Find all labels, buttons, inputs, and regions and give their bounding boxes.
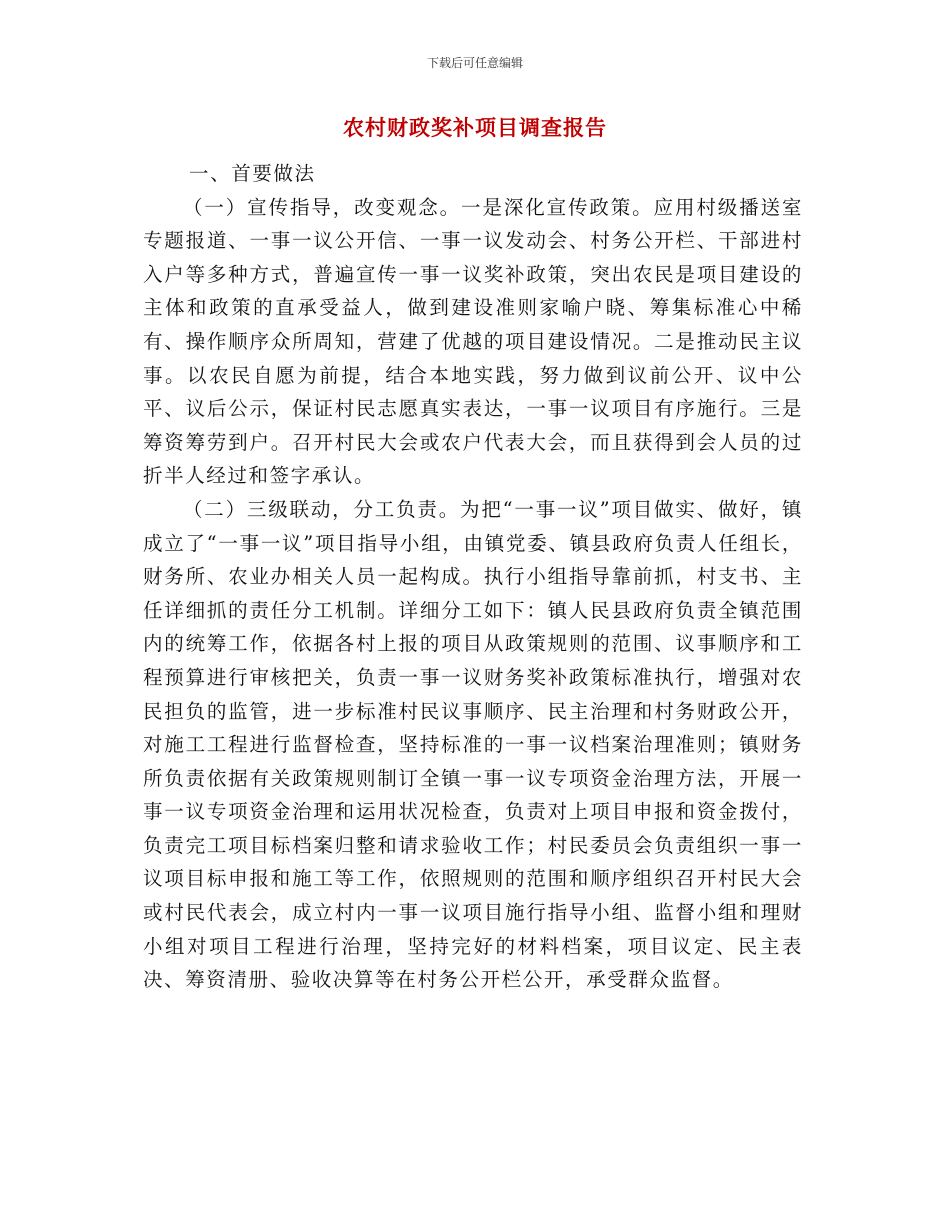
paragraph: （一）宣传指导，改变观念。一是深化宣传政策。应用村级播送室专题报道、一事一议公开信、一事一议发动会、村务公开栏、干部进村入户等多种方式，普遍宣传一事一议奖补政策，突出农民是项目建设的主体和政策的直承受益人，做到建设准则家喻户晓、筹集标准心中稀有、操作顺序众所周知，营建了优越的项目建设情况。二是推动民主议事。以农民自愿为前提，结合本地实践，努力做到议前公开、议中公平、议后公示，保证村民志愿真实表达，一事一议项目有序施行。三是筹资筹劳到户。召开村民大会或农户代表大会，而且获得到会人员的过折半人经过和签字承认。 (143, 195, 803, 488)
header-note: 下载后可任意编辑 (426, 56, 523, 70)
document-title: 农村财政奖补项目调查报告 (343, 115, 607, 140)
section-heading: 一、首要做法 (189, 162, 316, 185)
document-body (143, 157, 803, 997)
paragraph: （二）三级联动，分工负责。为把“一事一议”项目做实、做好，镇成立了“一事一议”项目指导小组，由镇党委、镇县政府负责人任组长，财务所、农业办相关人员一起构成。执行小组指导靠前抓，村支书、主任详细抓的责任分工机制。详细分工如下：镇人民县政府负责全镇范围内的统筹工作，依据各村上报的项目从政策规则的范围、议事顺序和工程预算进行审核把关，负责一事一议财务奖补政策标准执行，增强对农民担负的监管，进一步标准村民议事顺序、民主治理和村务财政公开，对施工工程进行监督检查，坚持标准的一事一议档案治理准则；镇财务所负责依据有关政策规则制订全镇一事一议专项资金治理方法，开展一事一议专项资金治理和运用状况检查，负责对上项目申报和资金拨付，负责完工项目标档案归整和请求验收工作；村民委员会负责组织一事一议项目标申报和施工等工作，依照规则的范围和顺序组织召开村民大会或村民代表会，成立村内一事一议项目施行指导小组、监督小组和理财小组对项目工程进行治理，坚持完好的材料档案，项目议定、民主表决、筹资清册、验收决算等在村务公开栏公开，承受群众监督。 (143, 497, 803, 992)
